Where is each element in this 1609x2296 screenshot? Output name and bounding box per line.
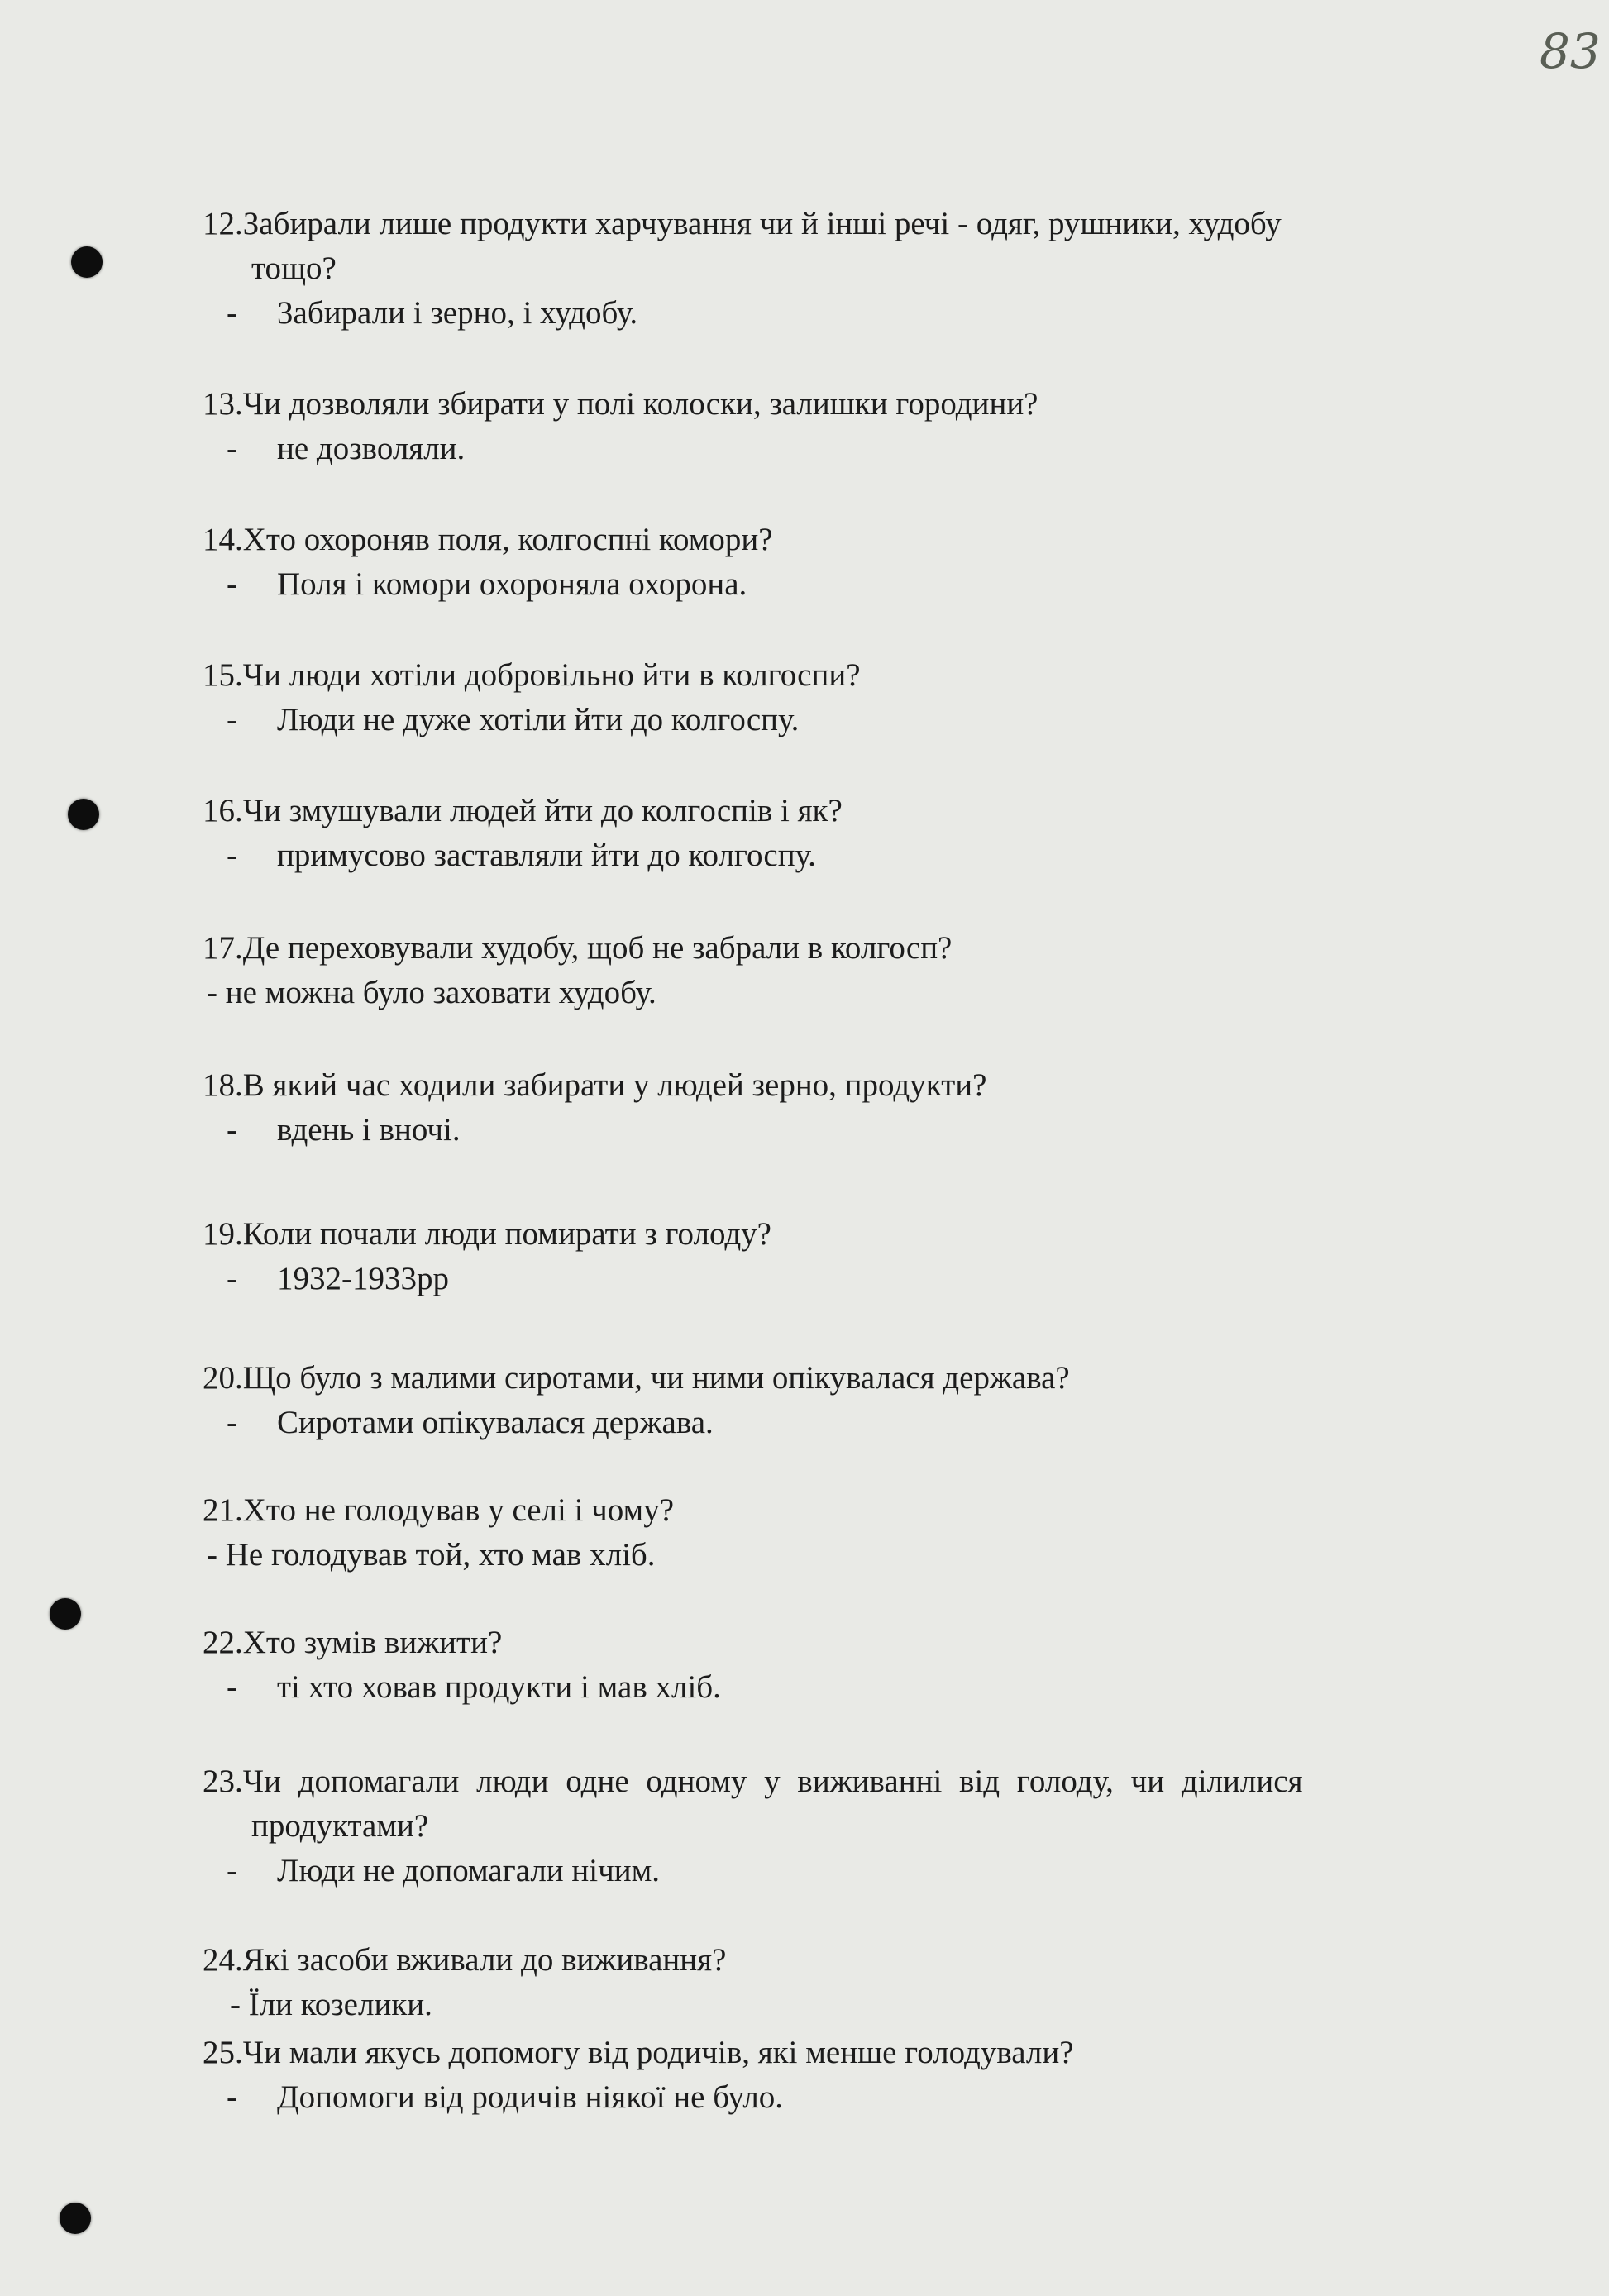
page-number: 83 [1540,23,1601,79]
answer-dash: - [227,566,237,602]
question-number: 18. [203,1067,243,1103]
answer-dash: - [227,1669,237,1705]
punch-hole [71,246,103,278]
question-text: Чи люди хотіли добровільно йти в колгоспи? [242,657,861,693]
question [203,1621,1542,1665]
answer-dash: - [227,1853,237,1888]
answer-text: Сиротами опікувалася держава. [277,1405,714,1440]
answer-text: Поля і комори охороняла охорона. [277,566,747,602]
question-number: 13. [203,386,243,422]
question-text: Чи мали якусь допомогу від родичів, які менше голодували? [242,2035,1074,2070]
question-text: Хто зумів вижити? [242,1625,503,1660]
question [203,926,1542,971]
question-text: Що було з малими сиротами, чи ними опікувалася держава? [242,1360,1070,1396]
question [203,2031,1542,2075]
question-text: Які засоби вживали до виживання? [242,1942,727,1978]
punch-hole [60,2203,91,2234]
question-text: Чи змушували людей йти до колгоспів і як? [242,793,843,828]
answer-text: не дозволяли. [277,431,466,466]
question-text: Хто не голодував у селі і чому? [242,1492,675,1528]
answer: - не можна було заховати худобу. [207,975,656,1010]
answer-dash: - [227,1112,237,1148]
question-text: Чи допомагали люди одне одному у виживанні від голоду, чи ділилися [242,1764,1303,1799]
answer-text: примусово заставляли йти до колгоспу. [277,838,816,873]
question [203,518,1542,562]
question-number: 24. [203,1942,243,1978]
answer: - Їли козелики. [230,1987,432,2022]
question-text: Хто охороняв поля, колгоспні комори? [242,522,773,557]
punch-hole [68,799,99,830]
question [203,1759,1542,1804]
answer-dash: - [227,2079,237,2115]
answer-text: Люди не дуже хотіли йти до колгоспу. [277,702,800,737]
question-number: 16. [203,793,243,828]
answer-text: вдень і вночі. [277,1112,461,1148]
question-number: 20. [203,1360,243,1396]
question [203,1063,1542,1108]
question [203,789,1542,833]
answer-text: 1932-1933рр [277,1261,449,1296]
question-text: Чи дозволяли збирати у полі колоски, залишки городини? [242,386,1038,422]
question [203,202,1542,246]
question-text: В який час ходили забирати у людей зерно, продукти? [242,1067,987,1103]
answer-dash: - [227,702,237,737]
question-number: 23. [203,1764,243,1799]
question-number: 14. [203,522,243,557]
answer-dash: - [227,1261,237,1296]
question-number: 21. [203,1492,243,1528]
answer-dash: - [227,431,237,466]
question-continuation: продуктами? [251,1808,429,1844]
question [203,382,1542,427]
answer-dash: - [227,295,237,331]
question-text: Коли почали люди помирати з голоду? [242,1216,771,1252]
question [203,653,1542,698]
answer-text: Забирали і зерно, і худобу. [277,295,638,331]
question [203,1488,1542,1533]
question-number: 19. [203,1216,243,1252]
question-text: Забирали лише продукти харчування чи й інші речі - одяг, рушники, худобу [242,206,1282,241]
punch-hole [50,1598,81,1630]
answer-text: Люди не допомагали нічим. [277,1853,661,1888]
answer-text: ті хто ховав продукти і мав хліб. [277,1669,721,1705]
question [203,1356,1542,1401]
question-number: 25. [203,2035,243,2070]
question-continuation: тощо? [251,251,337,286]
question [203,1938,1542,1983]
question [203,1212,1542,1257]
answer-dash: - [227,838,237,873]
question-number: 12. [203,206,243,241]
answer: - Не голодував той, хто мав хліб. [207,1537,656,1573]
question-number: 15. [203,657,243,693]
question-text: Де переховували худобу, щоб не забрали в колгосп? [242,930,953,966]
answer-dash: - [227,1405,237,1440]
answer-text: Допомоги від родичів ніякої не було. [277,2079,784,2115]
question-number: 22. [203,1625,243,1660]
question-number: 17. [203,930,243,966]
